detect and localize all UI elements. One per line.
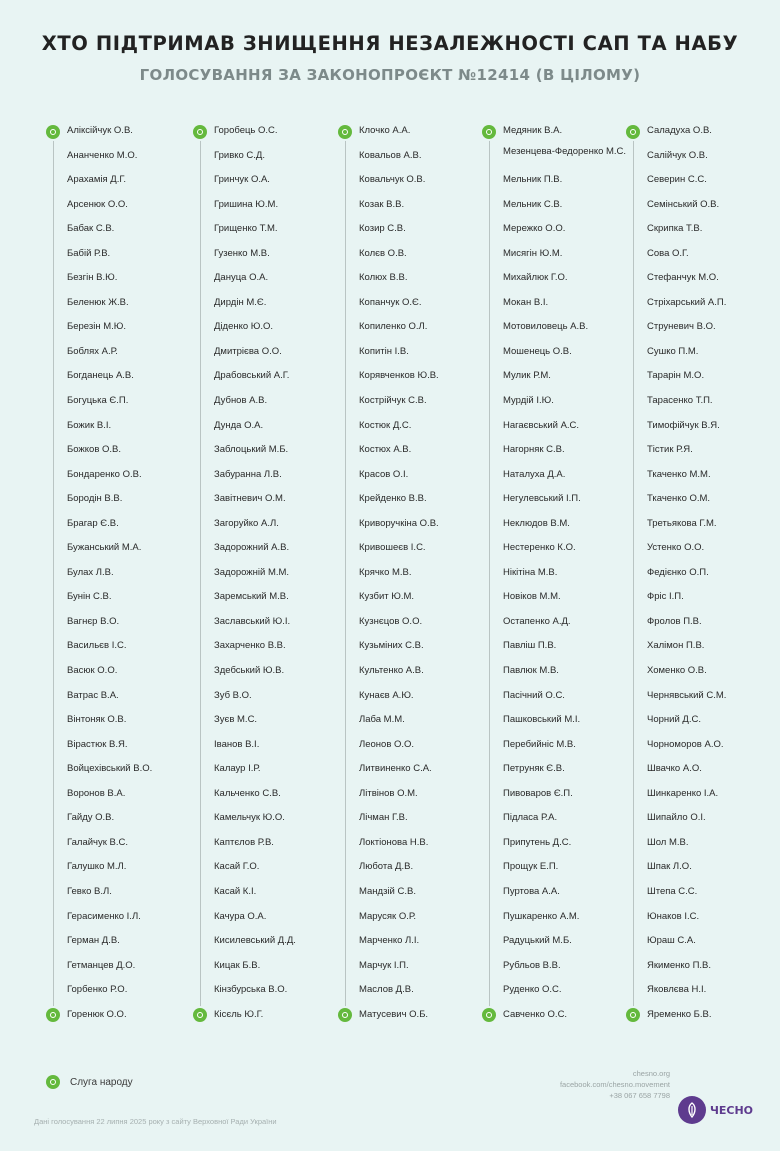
deputy-name: Дубнов А.В. bbox=[214, 395, 268, 407]
deputy-name: Булах Л.В. bbox=[67, 566, 114, 578]
deputy-name: Радуцький М.Б. bbox=[503, 935, 572, 947]
names-list bbox=[67, 122, 191, 1030]
deputy-name: Яковлєва Н.І. bbox=[647, 984, 707, 996]
deputy-name: Безгін В.Ю. bbox=[67, 272, 118, 284]
names-list bbox=[647, 122, 771, 1030]
deputy-name: Богданець А.В. bbox=[67, 370, 134, 382]
names-column-3 bbox=[338, 122, 483, 1028]
deputy-name: Ананченко М.О. bbox=[67, 149, 138, 161]
deputy-name: Заблоцький М.Б. bbox=[214, 444, 289, 456]
deputy-name: Костюк Д.С. bbox=[359, 419, 412, 431]
deputy-name: Кісєль Ю.Г. bbox=[214, 1008, 264, 1020]
deputy-name: Устенко О.О. bbox=[647, 542, 705, 554]
deputy-name: Галушко М.Л. bbox=[67, 861, 127, 873]
deputy-name: Припутень Д.С. bbox=[503, 836, 572, 848]
deputy-name: Загоруйко А.Л. bbox=[214, 517, 279, 529]
deputy-name: Литвиненко С.А. bbox=[359, 763, 432, 775]
deputy-name: Хоменко О.В. bbox=[647, 665, 707, 677]
deputy-name: Саладуха О.В. bbox=[647, 125, 712, 136]
deputy-name: Брагар Є.В. bbox=[67, 517, 119, 529]
deputy-name: Мисягін Ю.М. bbox=[503, 247, 563, 259]
deputy-name: Камельчук Ю.О. bbox=[214, 812, 285, 824]
deputy-name: Корявченков Ю.В. bbox=[359, 370, 439, 382]
deputy-name: Стріхарський А.П. bbox=[647, 296, 727, 308]
deputy-name: Войцехівський В.О. bbox=[67, 763, 153, 775]
deputy-name: Шпак Л.О. bbox=[647, 861, 692, 873]
deputy-name: Костюх А.В. bbox=[359, 444, 412, 456]
deputy-name: Боблях А.Р. bbox=[67, 345, 118, 357]
deputy-name: Матусевич О.Б. bbox=[359, 1008, 429, 1020]
deputy-name: Негулевський І.П. bbox=[503, 493, 581, 505]
deputy-name: Кінзбурська В.О. bbox=[214, 984, 288, 996]
deputy-name: Гузенко М.В. bbox=[214, 247, 270, 259]
deputy-name: Васильєв І.С. bbox=[67, 640, 127, 652]
deputy-name: Криворучкіна О.В. bbox=[359, 517, 439, 529]
timeline-line bbox=[200, 130, 201, 1016]
page-title: ХТО ПІДТРИМАВ ЗНИЩЕННЯ НЕЗАЛЕЖНОСТІ САП ТА НАБУ bbox=[41, 32, 739, 55]
deputy-name: Ткаченко М.М. bbox=[647, 468, 711, 480]
timeline-line bbox=[489, 130, 490, 1016]
deputy-name: Герман Д.В. bbox=[67, 935, 120, 947]
deputy-name: Сова О.Г. bbox=[647, 247, 689, 259]
deputy-name: Халімон П.В. bbox=[647, 640, 705, 652]
deputy-name: Вагнєр В.О. bbox=[67, 615, 120, 627]
deputy-name: Культенко А.В. bbox=[359, 665, 424, 677]
deputy-name: Клочко А.А. bbox=[359, 125, 411, 136]
party-marker-icon bbox=[626, 125, 640, 139]
logo-text: ЧЕСНО bbox=[710, 1103, 754, 1117]
names-column-5 bbox=[626, 122, 771, 1028]
deputy-name: Марусяк О.Р. bbox=[359, 910, 417, 922]
deputy-name: Гривко С.Д. bbox=[214, 149, 266, 161]
deputy-name: Кривошеєв І.С. bbox=[359, 542, 426, 554]
deputy-name: Стефанчук М.О. bbox=[647, 272, 719, 284]
deputy-name: Кострійчук С.В. bbox=[359, 395, 427, 407]
deputy-name: Штепа С.С. bbox=[647, 885, 698, 897]
legend-label: Слуга народу bbox=[70, 1076, 133, 1088]
deputy-name: Арсенюк О.О. bbox=[67, 198, 128, 210]
deputy-name: Гетманцев Д.О. bbox=[67, 959, 136, 971]
deputy-name: Федієнко О.П. bbox=[647, 566, 709, 578]
party-marker-icon bbox=[46, 125, 60, 139]
deputy-name: Колюх В.В. bbox=[359, 272, 408, 284]
deputy-name: Вірастюк В.Я. bbox=[67, 738, 128, 750]
deputy-name: Нікітіна М.В. bbox=[503, 566, 558, 578]
deputy-name: Бунін С.В. bbox=[67, 591, 112, 603]
phone-number: +38 067 658 7798 bbox=[609, 1091, 670, 1100]
deputy-name: Драбовський А.Г. bbox=[214, 370, 290, 382]
deputy-name: Каптєлов Р.В. bbox=[214, 836, 274, 848]
party-marker-icon bbox=[626, 1008, 640, 1022]
deputy-name: Чорноморов А.О. bbox=[647, 738, 724, 750]
party-marker-icon bbox=[193, 125, 207, 139]
deputy-name: Здебський Ю.В. bbox=[214, 665, 285, 677]
legend bbox=[46, 1075, 133, 1089]
deputy-name: Касай К.І. bbox=[214, 885, 257, 897]
deputy-name: Бородін В.В. bbox=[67, 493, 123, 505]
deputy-name: Мокан В.І. bbox=[503, 296, 549, 308]
deputy-name: Дирдін М.Є. bbox=[214, 296, 267, 308]
names-list bbox=[503, 122, 627, 1030]
facebook-link[interactable]: facebook.com/chesno.movement bbox=[559, 1080, 670, 1089]
deputy-name: Новіков М.М. bbox=[503, 591, 561, 603]
names-column-1 bbox=[46, 122, 191, 1028]
deputy-name: Кисилевський Д.Д. bbox=[214, 935, 296, 947]
deputy-name: Козир С.В. bbox=[359, 223, 406, 235]
deputy-name: Шол М.В. bbox=[647, 836, 689, 848]
deputy-name: Тимофійчук В.Я. bbox=[647, 419, 720, 431]
deputy-name: Бондаренко О.В. bbox=[67, 468, 142, 480]
deputy-name: Задорожній М.М. bbox=[214, 566, 290, 578]
deputy-name: Медяник В.А. bbox=[503, 125, 563, 136]
deputy-name: Кальченко С.В. bbox=[214, 787, 281, 799]
deputy-name: Гришина Ю.М. bbox=[214, 198, 279, 210]
deputy-name: Мельник С.В. bbox=[503, 198, 563, 210]
deputy-name: Задорожний А.В. bbox=[214, 542, 290, 554]
deputy-name: Арахамія Д.Г. bbox=[67, 174, 126, 186]
deputy-name: Гайду О.В. bbox=[67, 812, 115, 824]
deputy-name: Колєв О.В. bbox=[359, 247, 407, 259]
deputy-name: Крячко М.В. bbox=[359, 566, 412, 578]
deputy-name: Мандзій С.В. bbox=[359, 885, 416, 897]
deputy-name: Салійчук О.В. bbox=[647, 149, 708, 161]
deputy-name: Березін М.Ю. bbox=[67, 321, 127, 333]
deputy-name: Лічман Г.В. bbox=[359, 812, 408, 824]
deputy-name: Пуртова А.А. bbox=[503, 885, 560, 897]
party-circle-icon bbox=[46, 1075, 60, 1089]
deputy-name: Мотовиловець А.В. bbox=[503, 321, 589, 333]
deputy-name: Кунаєв А.Ю. bbox=[359, 689, 414, 701]
party-marker-icon bbox=[338, 125, 352, 139]
deputy-name: Нагорняк С.В. bbox=[503, 444, 565, 456]
deputy-name: Маслов Д.В. bbox=[359, 984, 414, 996]
deputy-name: Марчук І.П. bbox=[359, 959, 409, 971]
chesno-logo bbox=[678, 1096, 753, 1124]
deputy-name: Завітневич О.М. bbox=[214, 493, 286, 505]
deputy-name: Михайлюк Г.О. bbox=[503, 272, 568, 284]
deputy-name: Літвінов О.М. bbox=[359, 787, 418, 799]
deputy-name: Яременко Б.В. bbox=[647, 1008, 712, 1020]
deputy-name: Воронов В.А. bbox=[67, 787, 126, 799]
deputy-name: Бабак С.В. bbox=[67, 223, 115, 235]
deputy-name: Струневич В.О. bbox=[647, 321, 716, 333]
deputy-name: Дануца О.А. bbox=[214, 272, 269, 284]
deputy-name: Красов О.І. bbox=[359, 468, 409, 480]
deputy-name: Гринчук О.А. bbox=[214, 174, 270, 186]
deputy-name: Прощук Е.П. bbox=[503, 861, 559, 873]
deputy-name: Качура О.А. bbox=[214, 910, 267, 922]
deputy-name: Пасічний О.С. bbox=[503, 689, 565, 701]
deputy-name: Чернявський С.М. bbox=[647, 689, 727, 701]
deputy-name: Бужанський М.А. bbox=[67, 542, 142, 554]
names-column-4 bbox=[482, 122, 627, 1028]
deputy-name: Грищенко Т.М. bbox=[214, 223, 278, 235]
deputy-name: Аліксійчук О.В. bbox=[67, 125, 133, 136]
contacts bbox=[560, 1068, 670, 1101]
deputy-name: Копитін І.В. bbox=[359, 345, 409, 357]
deputy-name: Пушкаренко А.М. bbox=[503, 910, 580, 922]
party-marker-icon bbox=[482, 1008, 496, 1022]
chesno-logo-icon bbox=[678, 1096, 706, 1124]
deputy-name: Леонов О.О. bbox=[359, 738, 415, 750]
deputy-name: Неклюдов В.М. bbox=[503, 517, 570, 529]
deputy-name: Сушко П.М. bbox=[647, 345, 699, 357]
deputy-name: Наталуха Д.А. bbox=[503, 468, 566, 480]
deputy-name: Кузнєцов О.О. bbox=[359, 615, 423, 627]
deputy-name: Ковальчук О.В. bbox=[359, 174, 426, 186]
deputy-name: Петруняк Є.В. bbox=[503, 763, 565, 775]
deputy-name: Дмитрієва О.О. bbox=[214, 345, 282, 357]
deputy-name: Горобець О.С. bbox=[214, 125, 278, 136]
deputy-name: Мошенець О.В. bbox=[503, 345, 572, 357]
deputy-name: Крейденко В.В. bbox=[359, 493, 427, 505]
deputy-name: Богуцька Є.П. bbox=[67, 395, 129, 407]
deputy-name: Шипайло О.І. bbox=[647, 812, 706, 824]
deputy-name: Діденко Ю.О. bbox=[214, 321, 274, 333]
deputy-name: Фролов П.В. bbox=[647, 615, 702, 627]
deputy-name: Васюк О.О. bbox=[67, 665, 118, 677]
deputy-name: Руденко О.С. bbox=[503, 984, 562, 996]
deputy-name: Копиленко О.Л. bbox=[359, 321, 428, 333]
deputy-name: Савченко О.С. bbox=[503, 1008, 568, 1020]
deputy-name: Чорний Д.С. bbox=[647, 714, 701, 726]
deputy-name: Мурдій І.Ю. bbox=[503, 395, 554, 407]
deputy-name: Касай Г.О. bbox=[214, 861, 260, 873]
deputy-name: Божик В.І. bbox=[67, 419, 112, 431]
deputy-name: Дунда О.А. bbox=[214, 419, 264, 431]
deputy-name: Копанчук О.Є. bbox=[359, 296, 422, 308]
deputy-name: Ватрас В.А. bbox=[67, 689, 119, 701]
deputy-name: Ковальов А.В. bbox=[359, 149, 422, 161]
deputy-name: Вінтоняк О.В. bbox=[67, 714, 127, 726]
party-marker-icon bbox=[193, 1008, 207, 1022]
timeline-line bbox=[633, 130, 634, 1016]
deputy-name: Пивоваров Є.П. bbox=[503, 787, 573, 799]
deputy-name: Семінський О.В. bbox=[647, 198, 720, 210]
deputy-name: Бабій Р.В. bbox=[67, 247, 111, 259]
deputy-name: Швачко А.О. bbox=[647, 763, 702, 775]
deputy-name: Фріс І.П. bbox=[647, 591, 684, 603]
deputy-name: Божков О.В. bbox=[67, 444, 122, 456]
deputy-name: Забуранна Л.В. bbox=[214, 468, 282, 480]
deputy-name: Зуєв М.С. bbox=[214, 714, 258, 726]
deputy-name: Кузбит Ю.М. bbox=[359, 591, 415, 603]
deputy-name: Мезенцева-Федоренко М.С. bbox=[503, 145, 627, 157]
deputy-name: Марченко Л.І. bbox=[359, 935, 420, 947]
party-marker-icon bbox=[338, 1008, 352, 1022]
party-marker-icon bbox=[46, 1008, 60, 1022]
deputy-name: Пашковський М.І. bbox=[503, 714, 581, 726]
page-subtitle: ГОЛОСУВАННЯ ЗА ЗАКОНОПРОЄКТ №12414 (В ЦІЛОМУ) bbox=[139, 66, 641, 84]
deputy-name: Тістик Р.Я. bbox=[647, 444, 693, 456]
deputy-name: Горенюк О.О. bbox=[67, 1008, 127, 1020]
deputy-name: Третьякова Г.М. bbox=[647, 517, 717, 529]
deputy-name: Лаба М.М. bbox=[359, 714, 405, 726]
deputy-name: Ткаченко О.М. bbox=[647, 493, 711, 505]
deputy-name: Любота Д.В. bbox=[359, 861, 414, 873]
deputy-name: Захарченко В.В. bbox=[214, 640, 286, 652]
deputy-name: Шинкаренко І.А. bbox=[647, 787, 719, 799]
deputy-name: Мережко О.О. bbox=[503, 223, 566, 235]
deputy-name: Таpарін М.О. bbox=[647, 370, 705, 382]
timeline-line bbox=[345, 130, 346, 1016]
deputy-name: Тарасенко Т.П. bbox=[647, 395, 713, 407]
deputy-name: Мельник П.В. bbox=[503, 174, 563, 186]
deputy-name: Рубльов В.В. bbox=[503, 959, 561, 971]
deputy-name: Северин С.С. bbox=[647, 174, 707, 186]
deputy-name: Скрипка Т.В. bbox=[647, 223, 703, 235]
deputy-name: Нагаєвський А.С. bbox=[503, 419, 580, 431]
deputy-name: Юнаков І.С. bbox=[647, 910, 700, 922]
deputy-name: Локтіонова Н.В. bbox=[359, 836, 429, 848]
deputy-name: Горбенко Р.О. bbox=[67, 984, 128, 996]
deputy-name: Перебийніс М.В. bbox=[503, 738, 576, 750]
deputy-name: Нестеренко К.О. bbox=[503, 542, 576, 554]
timeline-line bbox=[53, 130, 54, 1016]
names-list bbox=[214, 122, 338, 1030]
deputy-name: Підласа Р.А. bbox=[503, 812, 558, 824]
deputy-name: Якименко П.В. bbox=[647, 959, 712, 971]
deputy-name: Іванов В.І. bbox=[214, 738, 260, 750]
deputy-name: Кузьміних С.В. bbox=[359, 640, 424, 652]
deputy-name: Мулик Р.М. bbox=[503, 370, 551, 382]
deputy-name: Калаур І.Р. bbox=[214, 763, 261, 775]
deputy-name: Павлюк М.В. bbox=[503, 665, 559, 677]
deputy-name: Павліш П.В. bbox=[503, 640, 557, 652]
deputy-name: Кицак Б.В. bbox=[214, 959, 261, 971]
deputy-name: Заремський М.В. bbox=[214, 591, 289, 603]
deputy-name: Гевко В.Л. bbox=[67, 885, 112, 897]
deputy-name: Остапенко А.Д. bbox=[503, 615, 571, 627]
deputy-name: Козак В.В. bbox=[359, 198, 405, 210]
deputy-name: Галайчук В.С. bbox=[67, 836, 128, 848]
data-source-note: Дані голосування 22 липня 2025 року з сайту Верховної Ради України bbox=[34, 1117, 277, 1126]
names-list bbox=[359, 122, 483, 1030]
deputy-name: Заславський Ю.І. bbox=[214, 615, 291, 627]
deputy-name: Зуб В.О. bbox=[214, 689, 252, 701]
deputy-name: Беленюк Ж.В. bbox=[67, 296, 129, 308]
names-column-2 bbox=[193, 122, 338, 1028]
deputy-name: Юраш С.А. bbox=[647, 935, 696, 947]
deputy-name: Герасименко І.Л. bbox=[67, 910, 141, 922]
site-link[interactable]: chesno.org bbox=[632, 1069, 670, 1078]
party-marker-icon bbox=[482, 125, 496, 139]
